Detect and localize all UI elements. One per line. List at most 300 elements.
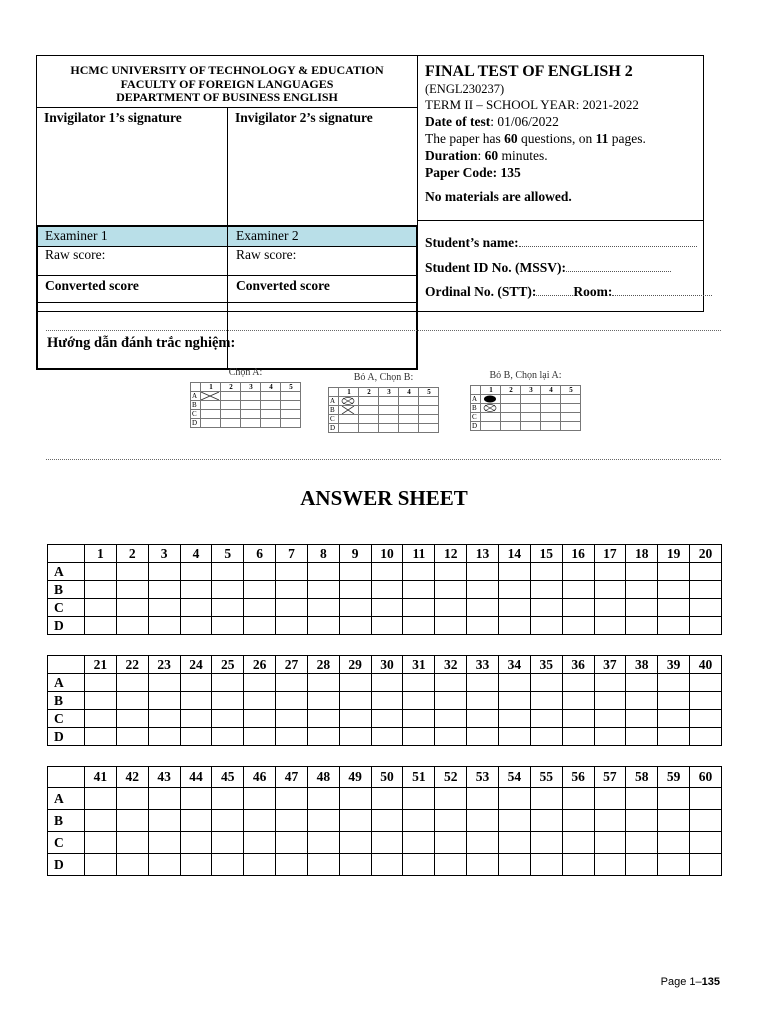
page-count: 11 — [595, 131, 609, 146]
question-number: 57 — [594, 767, 626, 788]
answer-bubble-cell[interactable] — [276, 617, 308, 635]
answer-bubble-cell[interactable] — [690, 710, 722, 728]
answer-bubble-cell[interactable] — [658, 728, 690, 746]
answer-bubble-cell[interactable] — [658, 599, 690, 617]
answer-bubble-cell[interactable] — [276, 710, 308, 728]
question-number: 21 — [85, 656, 117, 674]
invigilator-2-label: Invigilator 2’s signature — [235, 110, 373, 125]
answer-bubble-cell[interactable] — [435, 728, 467, 746]
answer-bubble-cell[interactable] — [562, 832, 594, 854]
answer-bubble-cell[interactable] — [658, 674, 690, 692]
answer-bubble-cell[interactable] — [626, 617, 658, 635]
answer-bubble-cell[interactable] — [594, 854, 626, 876]
answer-bubble-cell[interactable] — [435, 710, 467, 728]
answer-bubble-cell[interactable] — [180, 692, 212, 710]
answer-bubble-cell[interactable] — [339, 710, 371, 728]
question-number: 4 — [180, 545, 212, 563]
answer-bubble-cell[interactable] — [276, 854, 308, 876]
answer-bubble-cell[interactable] — [212, 854, 244, 876]
answer-bubble-cell[interactable] — [116, 581, 148, 599]
student-id-row[interactable] — [425, 260, 671, 276]
answer-bubble-cell[interactable] — [307, 617, 339, 635]
answer-bubble-cell[interactable] — [562, 581, 594, 599]
answer-bubble-cell[interactable] — [180, 832, 212, 854]
answer-bubble-cell[interactable] — [148, 854, 180, 876]
answer-bubble-cell[interactable] — [339, 692, 371, 710]
answer-bubble-cell[interactable] — [626, 563, 658, 581]
question-number: 60 — [690, 767, 722, 788]
question-number: 56 — [562, 767, 594, 788]
answer-bubble-cell[interactable] — [467, 674, 499, 692]
answer-bubble-cell[interactable] — [212, 710, 244, 728]
answer-bubble-cell[interactable] — [498, 674, 530, 692]
answer-bubble-cell[interactable] — [148, 810, 180, 832]
answer-bubble-cell[interactable] — [116, 692, 148, 710]
answer-bubble-cell[interactable] — [403, 832, 435, 854]
answer-bubble-cell[interactable] — [244, 563, 276, 581]
answer-bubble-cell[interactable] — [212, 617, 244, 635]
answer-bubble-cell[interactable] — [307, 581, 339, 599]
answer-bubble-cell[interactable] — [212, 674, 244, 692]
term-info: TERM II – SCHOOL YEAR: 2021-2022 — [425, 97, 639, 112]
filled-dot-icon — [481, 395, 499, 403]
answer-bubble-cell[interactable] — [435, 581, 467, 599]
answer-bubble-cell[interactable] — [212, 599, 244, 617]
student-name-field[interactable] — [519, 236, 697, 247]
answer-bubble-cell[interactable] — [658, 788, 690, 810]
answer-bubble-cell[interactable] — [180, 617, 212, 635]
question-number: 6 — [244, 545, 276, 563]
answer-bubble-cell[interactable] — [562, 674, 594, 692]
option-label: A — [48, 788, 85, 810]
answer-bubble-cell[interactable] — [594, 599, 626, 617]
answer-bubble-cell[interactable] — [371, 563, 403, 581]
answer-bubble-cell[interactable] — [212, 692, 244, 710]
answer-bubble-cell[interactable] — [244, 710, 276, 728]
answer-option-row — [48, 617, 722, 635]
answer-bubble-cell[interactable] — [562, 692, 594, 710]
answer-bubble-cell[interactable] — [403, 599, 435, 617]
answer-bubble-cell[interactable] — [307, 728, 339, 746]
answer-bubble-cell[interactable] — [658, 710, 690, 728]
question-number: 11 — [403, 545, 435, 563]
answer-option-row — [48, 728, 722, 746]
answer-bubble-cell[interactable] — [244, 832, 276, 854]
answer-bubble-cell[interactable] — [212, 728, 244, 746]
question-number: 27 — [276, 656, 308, 674]
answer-bubble-cell[interactable] — [180, 674, 212, 692]
question-number: 40 — [690, 656, 722, 674]
answer-bubble-cell[interactable] — [116, 563, 148, 581]
question-number: 25 — [212, 656, 244, 674]
answer-bubble-cell[interactable] — [530, 854, 562, 876]
answer-bubble-cell[interactable] — [594, 788, 626, 810]
answer-bubble-cell[interactable] — [180, 581, 212, 599]
question-number: 52 — [435, 767, 467, 788]
grid-corner-cell — [48, 767, 85, 788]
answer-bubble-cell[interactable] — [180, 599, 212, 617]
student-id-field[interactable] — [566, 261, 671, 272]
question-number: 23 — [148, 656, 180, 674]
answer-bubble-cell[interactable] — [562, 710, 594, 728]
answer-option-row — [48, 692, 722, 710]
answer-bubble-cell[interactable] — [180, 728, 212, 746]
answer-bubble-cell[interactable] — [339, 728, 371, 746]
answer-bubble-cell[interactable] — [85, 692, 117, 710]
answer-bubble-cell[interactable] — [594, 674, 626, 692]
answer-bubble-cell[interactable] — [85, 581, 117, 599]
answer-bubble-cell[interactable] — [148, 581, 180, 599]
answer-bubble-cell[interactable] — [85, 563, 117, 581]
question-number: 15 — [530, 545, 562, 563]
answer-bubble-cell[interactable] — [307, 832, 339, 854]
answer-bubble-cell[interactable] — [690, 854, 722, 876]
answer-bubble-cell[interactable] — [244, 810, 276, 832]
answer-bubble-cell[interactable] — [435, 832, 467, 854]
answer-bubble-cell[interactable] — [658, 832, 690, 854]
answer-bubble-cell[interactable] — [690, 599, 722, 617]
answer-bubble-cell[interactable] — [339, 810, 371, 832]
answer-bubble-cell[interactable] — [498, 617, 530, 635]
answer-bubble-cell[interactable] — [371, 832, 403, 854]
answer-bubble-cell[interactable] — [276, 788, 308, 810]
answer-bubble-cell[interactable] — [594, 810, 626, 832]
answer-bubble-cell[interactable] — [435, 692, 467, 710]
answer-bubble-cell[interactable] — [244, 581, 276, 599]
answer-bubble-cell[interactable] — [307, 788, 339, 810]
answer-bubble-cell[interactable] — [276, 674, 308, 692]
answer-bubble-cell[interactable] — [212, 810, 244, 832]
answer-bubble-cell[interactable] — [658, 810, 690, 832]
answer-bubble-cell[interactable] — [212, 788, 244, 810]
answer-bubble-cell[interactable] — [626, 710, 658, 728]
answer-bubble-cell[interactable] — [562, 810, 594, 832]
answer-bubble-cell[interactable] — [498, 854, 530, 876]
question-number: 7 — [276, 545, 308, 563]
paper-info — [425, 131, 646, 147]
examiner-2-label: Examiner 2 — [236, 228, 299, 243]
answer-bubble-cell[interactable] — [467, 599, 499, 617]
answer-bubble-cell[interactable] — [690, 728, 722, 746]
answer-option-row — [48, 788, 722, 810]
answer-bubble-cell[interactable] — [562, 599, 594, 617]
guide-caption-2: Bỏ A, Chọn B: — [353, 372, 414, 383]
answer-bubble-cell[interactable] — [594, 832, 626, 854]
answer-bubble-cell[interactable] — [690, 581, 722, 599]
answer-bubble-cell[interactable] — [212, 563, 244, 581]
answer-option-row — [48, 563, 722, 581]
answer-bubble-cell[interactable] — [339, 832, 371, 854]
answer-bubble-cell[interactable] — [530, 617, 562, 635]
answer-bubble-cell[interactable] — [244, 692, 276, 710]
answer-bubble-cell[interactable] — [116, 788, 148, 810]
answer-bubble-cell[interactable] — [276, 832, 308, 854]
answer-bubble-cell[interactable] — [594, 728, 626, 746]
question-number: 16 — [562, 545, 594, 563]
answer-bubble-cell[interactable] — [467, 710, 499, 728]
question-number: 37 — [594, 656, 626, 674]
answer-bubble-cell[interactable] — [371, 599, 403, 617]
answer-bubble-cell[interactable] — [467, 617, 499, 635]
answer-bubble-cell[interactable] — [339, 581, 371, 599]
answer-bubble-cell[interactable] — [116, 674, 148, 692]
question-number: 30 — [371, 656, 403, 674]
answer-bubble-cell[interactable] — [658, 563, 690, 581]
answer-bubble-cell[interactable] — [562, 788, 594, 810]
answer-bubble-cell[interactable] — [530, 692, 562, 710]
answer-bubble-cell[interactable] — [467, 832, 499, 854]
answer-bubble-cell[interactable] — [467, 788, 499, 810]
answer-bubble-cell[interactable] — [371, 710, 403, 728]
answer-bubble-cell[interactable] — [626, 692, 658, 710]
answer-bubble-cell[interactable] — [626, 728, 658, 746]
answer-bubble-cell[interactable] — [498, 832, 530, 854]
answer-bubble-cell[interactable] — [180, 854, 212, 876]
answer-bubble-cell[interactable] — [276, 581, 308, 599]
answer-bubble-cell[interactable] — [180, 563, 212, 581]
answer-bubble-cell[interactable] — [594, 581, 626, 599]
answer-bubble-cell[interactable] — [626, 832, 658, 854]
answer-bubble-cell[interactable] — [85, 728, 117, 746]
question-number: 59 — [658, 767, 690, 788]
answer-bubble-cell[interactable] — [690, 674, 722, 692]
student-id-label: Student ID No. (MSSV): — [425, 260, 567, 275]
answer-bubble-cell[interactable] — [85, 788, 117, 810]
question-number: 12 — [435, 545, 467, 563]
answer-bubble-cell[interactable] — [116, 810, 148, 832]
answer-bubble-cell[interactable] — [626, 854, 658, 876]
answer-bubble-cell[interactable] — [307, 692, 339, 710]
answer-bubble-cell[interactable] — [498, 599, 530, 617]
page-number — [661, 976, 720, 988]
answer-bubble-cell[interactable] — [276, 563, 308, 581]
answer-bubble-cell[interactable] — [339, 599, 371, 617]
answer-bubble-cell[interactable] — [244, 854, 276, 876]
answer-bubble-cell[interactable] — [403, 710, 435, 728]
answer-bubble-cell[interactable] — [626, 581, 658, 599]
answer-bubble-cell[interactable] — [148, 674, 180, 692]
answer-bubble-cell[interactable] — [690, 788, 722, 810]
answer-bubble-cell[interactable] — [85, 810, 117, 832]
answer-bubble-cell[interactable] — [244, 674, 276, 692]
answer-bubble-cell[interactable] — [116, 854, 148, 876]
ordinal-room-row[interactable] — [425, 284, 712, 300]
answer-bubble-cell[interactable] — [307, 563, 339, 581]
answer-bubble-cell[interactable] — [148, 617, 180, 635]
answer-bubble-cell[interactable] — [148, 692, 180, 710]
answer-bubble-cell[interactable] — [116, 832, 148, 854]
answer-bubble-cell[interactable] — [530, 810, 562, 832]
answer-bubble-cell[interactable] — [116, 617, 148, 635]
answer-bubble-cell[interactable] — [148, 710, 180, 728]
answer-bubble-cell[interactable] — [276, 692, 308, 710]
answer-bubble-cell[interactable] — [467, 728, 499, 746]
question-number: 50 — [371, 767, 403, 788]
answer-bubble-cell[interactable] — [690, 692, 722, 710]
answer-bubble-cell[interactable] — [148, 728, 180, 746]
answer-bubble-cell[interactable] — [690, 563, 722, 581]
answer-bubble-cell[interactable] — [85, 710, 117, 728]
answer-bubble-cell[interactable] — [435, 854, 467, 876]
answer-bubble-cell[interactable] — [594, 692, 626, 710]
answer-bubble-cell[interactable] — [690, 810, 722, 832]
answer-bubble-cell[interactable] — [530, 599, 562, 617]
answer-bubble-cell[interactable] — [371, 674, 403, 692]
answer-bubble-cell[interactable] — [626, 674, 658, 692]
answer-bubble-cell[interactable] — [371, 854, 403, 876]
answer-bubble-cell[interactable] — [658, 617, 690, 635]
answer-bubble-cell[interactable] — [435, 599, 467, 617]
answer-bubble-cell[interactable] — [626, 599, 658, 617]
ordinal-field[interactable] — [536, 285, 573, 296]
answer-bubble-cell[interactable] — [498, 788, 530, 810]
answer-bubble-cell[interactable] — [403, 674, 435, 692]
answer-bubble-cell[interactable] — [498, 728, 530, 746]
answer-bubble-cell[interactable] — [244, 788, 276, 810]
answer-bubble-cell[interactable] — [180, 810, 212, 832]
invigilator-2-signature-box[interactable] — [228, 108, 417, 226]
answer-bubble-cell[interactable] — [85, 854, 117, 876]
answer-bubble-cell[interactable] — [85, 599, 117, 617]
answer-bubble-cell[interactable] — [403, 854, 435, 876]
student-name-row[interactable] — [425, 235, 697, 251]
question-number: 28 — [307, 656, 339, 674]
answer-bubble-cell[interactable] — [148, 599, 180, 617]
answer-bubble-cell[interactable] — [244, 728, 276, 746]
answer-bubble-cell[interactable] — [148, 832, 180, 854]
answer-bubble-cell[interactable] — [435, 563, 467, 581]
answer-bubble-cell[interactable] — [307, 599, 339, 617]
answer-bubble-cell[interactable] — [530, 788, 562, 810]
answer-bubble-cell[interactable] — [339, 788, 371, 810]
answer-bubble-cell[interactable] — [339, 674, 371, 692]
answer-bubble-cell[interactable] — [276, 810, 308, 832]
answer-bubble-cell[interactable] — [276, 728, 308, 746]
answer-bubble-cell[interactable] — [116, 599, 148, 617]
paper-has-text: The paper has — [425, 131, 505, 146]
answer-bubble-cell[interactable] — [435, 810, 467, 832]
answer-bubble-cell[interactable] — [180, 788, 212, 810]
answer-bubble-cell[interactable] — [435, 617, 467, 635]
answer-bubble-cell[interactable] — [690, 832, 722, 854]
answer-bubble-cell[interactable] — [307, 674, 339, 692]
answer-bubble-cell[interactable] — [626, 810, 658, 832]
answer-bubble-cell[interactable] — [339, 563, 371, 581]
answer-bubble-cell[interactable] — [498, 692, 530, 710]
answer-bubble-cell[interactable] — [180, 710, 212, 728]
question-number: 38 — [626, 656, 658, 674]
answer-bubble-cell[interactable] — [403, 581, 435, 599]
invigilator-1-signature-box[interactable] — [37, 108, 228, 226]
answer-bubble-cell[interactable] — [690, 617, 722, 635]
answer-bubble-cell[interactable] — [371, 692, 403, 710]
answer-bubble-cell[interactable] — [530, 563, 562, 581]
answer-bubble-cell[interactable] — [371, 788, 403, 810]
question-number: 17 — [594, 545, 626, 563]
answer-bubble-cell[interactable] — [339, 617, 371, 635]
answer-bubble-cell[interactable] — [530, 674, 562, 692]
answer-bubble-cell[interactable] — [626, 788, 658, 810]
answer-bubble-cell[interactable] — [148, 563, 180, 581]
answer-bubble-cell[interactable] — [467, 581, 499, 599]
answer-bubble-cell[interactable] — [307, 710, 339, 728]
answer-bubble-cell[interactable] — [594, 710, 626, 728]
answer-bubble-cell[interactable] — [212, 581, 244, 599]
answer-bubble-cell[interactable] — [403, 617, 435, 635]
answer-bubble-cell[interactable] — [244, 617, 276, 635]
answer-bubble-cell[interactable] — [85, 832, 117, 854]
answer-bubble-cell[interactable] — [498, 810, 530, 832]
answer-bubble-cell[interactable] — [85, 617, 117, 635]
question-number: 20 — [690, 545, 722, 563]
answer-bubble-cell[interactable] — [339, 854, 371, 876]
answer-bubble-cell[interactable] — [562, 728, 594, 746]
answer-bubble-cell[interactable] — [371, 617, 403, 635]
converted-score-2-field[interactable] — [228, 303, 416, 367]
answer-bubble-cell[interactable] — [403, 810, 435, 832]
room-label: Room: — [573, 284, 613, 299]
answer-bubble-cell[interactable] — [244, 599, 276, 617]
answer-bubble-cell[interactable] — [212, 832, 244, 854]
answer-bubble-cell[interactable] — [403, 692, 435, 710]
answer-bubble-cell[interactable] — [498, 563, 530, 581]
answer-bubble-cell[interactable] — [371, 810, 403, 832]
answer-bubble-cell[interactable] — [498, 710, 530, 728]
answer-bubble-cell[interactable] — [276, 599, 308, 617]
answer-bubble-cell[interactable] — [658, 692, 690, 710]
invigilator-1-label: Invigilator 1’s signature — [44, 110, 182, 125]
answer-bubble-cell[interactable] — [530, 710, 562, 728]
answer-bubble-cell[interactable] — [562, 617, 594, 635]
question-number: 46 — [244, 767, 276, 788]
room-field[interactable] — [612, 285, 712, 296]
answer-bubble-cell[interactable] — [148, 788, 180, 810]
answer-bubble-cell[interactable] — [467, 563, 499, 581]
university-name: HCMC UNIVERSITY OF TECHNOLOGY & EDUCATION — [70, 63, 384, 77]
answer-bubble-cell[interactable] — [435, 674, 467, 692]
question-number: 29 — [339, 656, 371, 674]
answer-bubble-cell[interactable] — [530, 728, 562, 746]
answer-bubble-cell[interactable] — [435, 788, 467, 810]
answer-bubble-cell[interactable] — [530, 832, 562, 854]
answer-bubble-cell[interactable] — [307, 854, 339, 876]
answer-bubble-cell[interactable] — [467, 854, 499, 876]
answer-bubble-cell[interactable] — [85, 674, 117, 692]
answer-bubble-cell[interactable] — [467, 810, 499, 832]
answer-bubble-cell[interactable] — [403, 728, 435, 746]
answer-bubble-cell[interactable] — [116, 728, 148, 746]
answer-bubble-cell[interactable] — [307, 810, 339, 832]
answer-bubble-cell[interactable] — [530, 581, 562, 599]
guide-caption-1: Chọn A: — [228, 367, 263, 378]
answer-bubble-cell[interactable] — [116, 710, 148, 728]
answer-bubble-cell[interactable] — [594, 563, 626, 581]
answer-bubble-cell[interactable] — [498, 581, 530, 599]
answer-bubble-cell[interactable] — [403, 563, 435, 581]
answer-bubble-cell[interactable] — [371, 728, 403, 746]
answer-bubble-cell[interactable] — [371, 581, 403, 599]
duration-value: 60 — [484, 148, 499, 163]
answer-bubble-cell[interactable] — [658, 854, 690, 876]
answer-bubble-cell[interactable] — [594, 617, 626, 635]
question-number: 49 — [339, 767, 371, 788]
answer-bubble-cell[interactable] — [562, 563, 594, 581]
answer-bubble-cell[interactable] — [562, 854, 594, 876]
duration-sep: : — [477, 148, 485, 163]
answer-bubble-cell[interactable] — [467, 692, 499, 710]
answer-bubble-cell[interactable] — [658, 581, 690, 599]
answer-bubble-cell[interactable] — [403, 788, 435, 810]
